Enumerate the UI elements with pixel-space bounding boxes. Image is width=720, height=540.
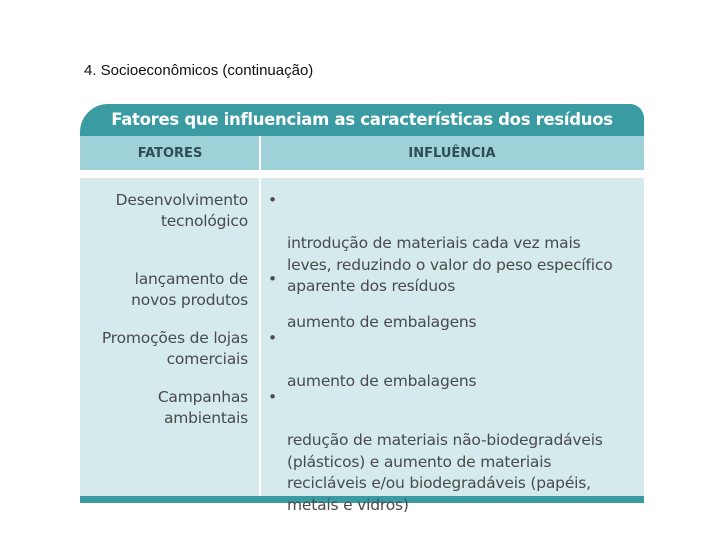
bullet-icon: •: [268, 388, 277, 406]
column-divider: [259, 136, 261, 496]
table-title: Fatores que influenciam as características dos resíduos: [80, 104, 644, 136]
influence-text: aumento de embalagens: [287, 372, 477, 390]
table-header-row: [80, 136, 644, 170]
header-spacer: [80, 170, 644, 178]
bullet-icon: •: [268, 191, 277, 209]
factors-table: [80, 104, 644, 514]
influence-cell: [268, 387, 638, 516]
factor-cell: Campanhas ambientais: [157, 388, 248, 427]
bullet-icon: •: [268, 329, 277, 347]
influence-text: redução de materiais não-biodegradáveis (plásticos) e aumento de materiais recicláveis e/ou biodegradáveis (papéis, metais e vidros): [287, 431, 603, 514]
header-influence: INFLUÊNCIA: [408, 146, 496, 161]
factor-cell: Promoções de lojas comerciais: [101, 329, 248, 368]
factor-cell: lançamento de novos produtos: [131, 270, 248, 309]
influence-cell: [268, 328, 638, 393]
factor-cell: Desenvolvimento tecnológico: [115, 191, 248, 230]
influence-text: introdução de materiais cada vez mais leves, reduzindo o valor do peso específico aparente dos resíduos: [287, 234, 613, 295]
header-factors: FATORES: [137, 146, 203, 161]
influence-text: aumento de embalagens: [287, 313, 477, 331]
influence-cell: [268, 269, 638, 334]
slide-heading: 4. Socioeconômicos (continuação): [84, 62, 314, 79]
bullet-icon: •: [268, 270, 277, 288]
